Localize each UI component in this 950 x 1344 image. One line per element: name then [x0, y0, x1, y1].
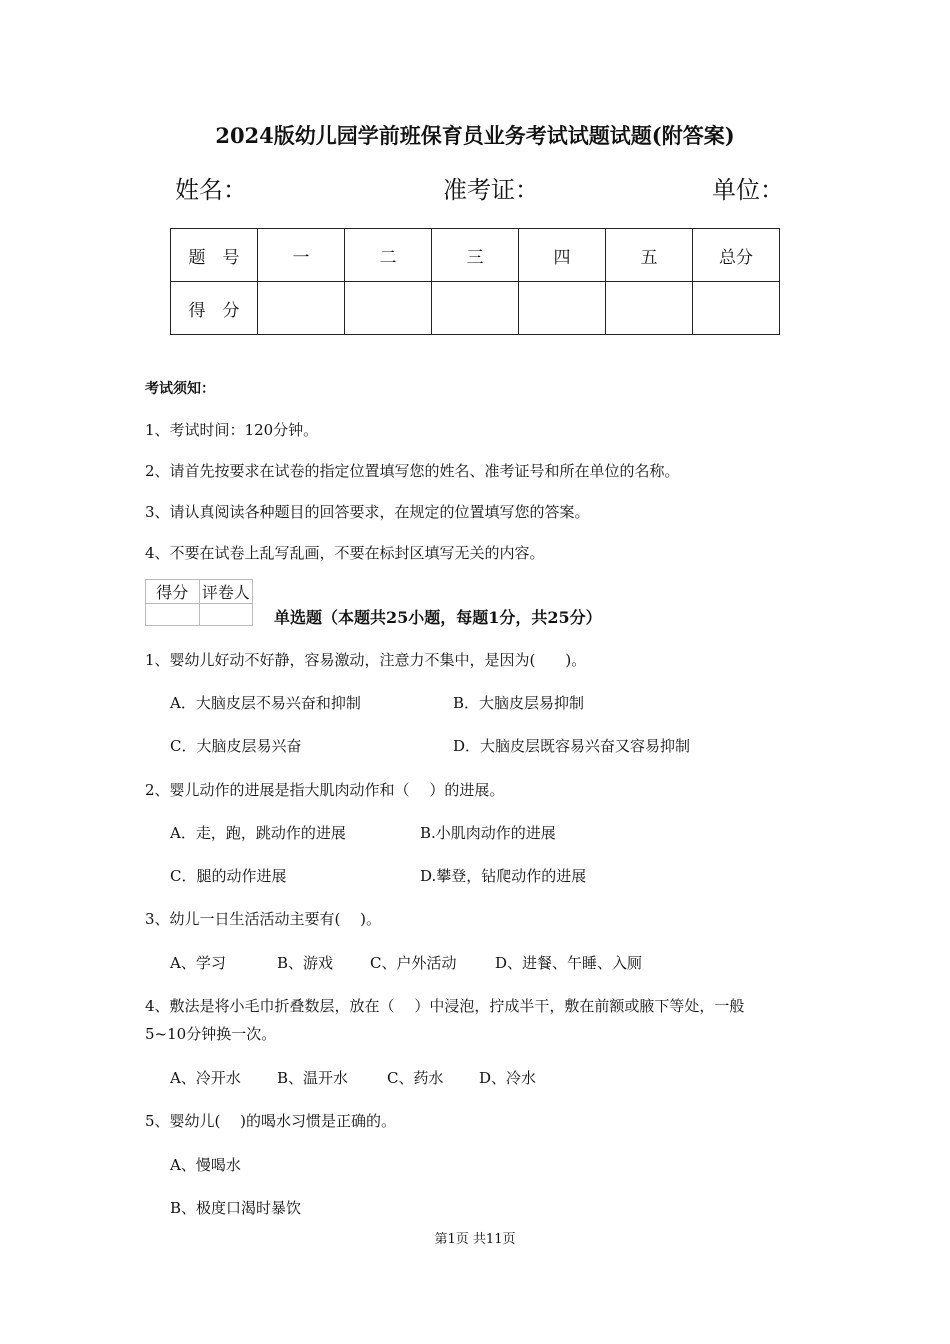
- score-table-header-cell: 总分: [693, 229, 780, 282]
- question-stem: 5、婴幼儿( )的喝水习惯是正确的。: [145, 1112, 397, 1130]
- question-option: C、药水: [387, 1069, 444, 1087]
- question-option: A．走，跑，跳动作的进展: [170, 824, 346, 842]
- grader-score-cell[interactable]: [146, 604, 200, 626]
- score-table-header-cell: 四: [519, 229, 606, 282]
- question-option: D.攀登，钻爬动作的进展: [420, 867, 587, 885]
- question-option: B、极度口渴时暴饮: [170, 1199, 302, 1217]
- question-option: C．腿的动作进展: [170, 867, 287, 885]
- section-title: 单选题（本题共25小题，每题1分，共25分）: [274, 608, 602, 627]
- question-option: D．大脑皮层既容易兴奋又容易抑制: [453, 737, 691, 755]
- score-cell[interactable]: [258, 282, 345, 335]
- document-title: 2024版幼儿园学前班保育员业务考试试题试题(附答案): [215, 123, 735, 148]
- question-stem-continued: 5~10分钟换一次。: [145, 1025, 277, 1043]
- notes-item: 1、考试时间：120分钟。: [145, 421, 319, 439]
- question-option: B．大脑皮层易抑制: [453, 694, 585, 712]
- score-cell[interactable]: [432, 282, 519, 335]
- question-option: A、慢喝水: [170, 1156, 241, 1174]
- question-option: C、户外活动: [370, 954, 457, 972]
- grader-reviewer-label: 评卷人: [199, 580, 253, 604]
- question-option: B、游戏: [277, 954, 334, 972]
- question-option: A、冷开水: [170, 1069, 241, 1087]
- score-table-header-cell: 题 号: [171, 229, 258, 282]
- notes-item: 2、请首先按要求在试卷的指定位置填写您的姓名、准考证号和所在单位的名称。: [145, 462, 680, 480]
- grader-table: [145, 579, 253, 626]
- score-table-header-cell: 一: [258, 229, 345, 282]
- question-option: A．大脑皮层不易兴奋和抑制: [170, 694, 361, 712]
- score-table: [170, 228, 780, 335]
- score-table-header-cell: 五: [606, 229, 693, 282]
- question-option: A、学习: [170, 954, 226, 972]
- question-option: D、进餐、午睡、入厕: [495, 954, 643, 972]
- question-option: B.小肌肉动作的进展: [420, 824, 556, 842]
- grader-score-label: 得分: [146, 580, 200, 604]
- question-stem: 3、幼儿一日生活活动主要有( )。: [145, 910, 382, 928]
- notes-item: 3、请认真阅读各种题目的回答要求，在规定的位置填写您的答案。: [145, 503, 590, 521]
- question-option: C．大脑皮层易兴奋: [170, 737, 302, 755]
- score-cell[interactable]: [345, 282, 432, 335]
- score-row-label: 得 分: [171, 282, 258, 335]
- question-stem: 2、婴儿动作的进展是指大肌肉动作和（ ）的进展。: [145, 781, 505, 799]
- question-option: D、冷水: [479, 1069, 537, 1087]
- page-footer: 第1页 共11页: [434, 1232, 516, 1247]
- question-stem: 1、婴幼儿好动不好静，容易激动，注意力不集中，是因为( )。: [145, 651, 587, 669]
- score-table-header-cell: 三: [432, 229, 519, 282]
- grader-reviewer-cell[interactable]: [199, 604, 253, 626]
- question-option: B、温开水: [277, 1069, 349, 1087]
- score-cell[interactable]: [519, 282, 606, 335]
- score-table-header-cell: 二: [345, 229, 432, 282]
- name-field-label: 姓名：: [175, 176, 247, 204]
- score-cell[interactable]: [693, 282, 780, 335]
- score-cell[interactable]: [606, 282, 693, 335]
- notes-item: 4、不要在试卷上乱写乱画，不要在标封区填写无关的内容。: [145, 544, 545, 562]
- score-table-score-row: [171, 282, 780, 335]
- exam-number-field-label: 准考证：: [443, 176, 539, 204]
- score-table-header-row: [171, 229, 780, 282]
- notes-heading: 考试须知：: [145, 381, 215, 397]
- question-stem: 4、敷法是将小毛巾折叠数层，放在（ ）中浸泡，拧成半干，敷在前额或腋下等处，一般: [145, 997, 745, 1015]
- unit-field-label: 单位：: [712, 176, 784, 204]
